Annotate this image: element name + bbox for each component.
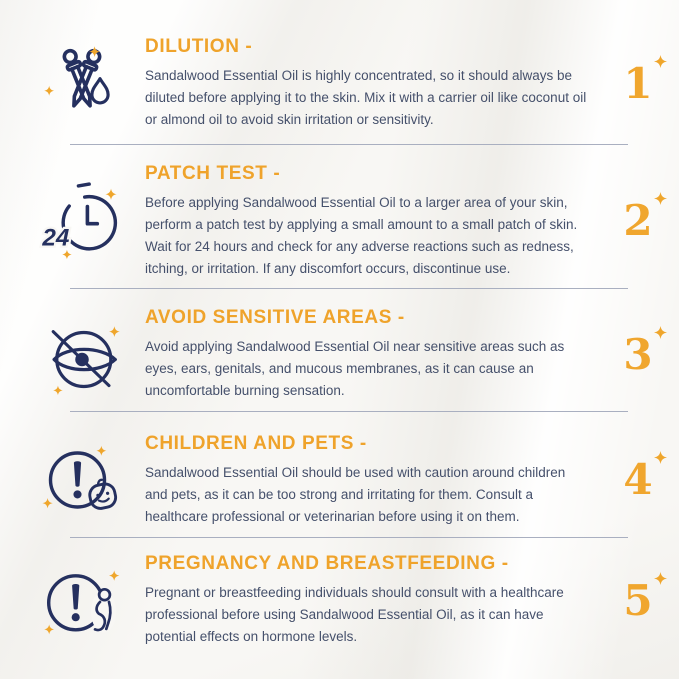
- section-number: 1: [623, 63, 652, 105]
- section-number: 4: [623, 459, 652, 501]
- section-children-and-pets: [0, 412, 679, 538]
- sparkle-icon: [654, 572, 667, 585]
- section-pregnancy-and-breastfeeding: [0, 538, 679, 679]
- section-title: PREGNANCY AND BREASTFEEDING -: [145, 553, 509, 574]
- section-body: Avoid applying Sandalwood Essential Oil near sensitive areas such as eyes, ears, genitals, and mucous membranes, as it can cause an uncomfortable burning sensation.: [145, 339, 565, 398]
- section-title: AVOID SENSITIVE AREAS -: [145, 307, 405, 328]
- blocked-eye-icon: [0, 310, 145, 400]
- section-dilution: [0, 0, 679, 145]
- sparkle-icon: [654, 192, 667, 205]
- sparkle-icon: [654, 326, 667, 339]
- dropper-icon: [0, 39, 145, 129]
- section-patch-test: [0, 145, 679, 289]
- section-number: 3: [623, 334, 652, 376]
- section-body: Sandalwood Essential Oil is highly concentrated, so it should always be diluted before applying it to the skin. Mix it with a carrier oil like coconut oil or almond oil to avoid skin irritation or sensitivity.: [145, 68, 587, 127]
- section-avoid-sensitive-areas: [0, 289, 679, 412]
- sparkle-icon: [654, 55, 667, 68]
- caution-child-icon: [0, 435, 145, 525]
- section-title: PATCH TEST -: [145, 162, 281, 184]
- sparkle-icon: [654, 451, 667, 464]
- clock-24-icon: [0, 176, 145, 266]
- section-title: DILUTION -: [145, 36, 253, 57]
- section-number: 2: [623, 200, 652, 242]
- section-body: Sandalwood Essential Oil should be used with caution around children and pets, as it can be too strong and irritating for them. Consult a healthcare professional or veterinarian before using it on them.: [145, 464, 566, 524]
- svg-text:24: 24: [41, 224, 69, 252]
- section-number: 5: [623, 580, 652, 622]
- section-body: Before applying Sandalwood Essential Oil to a larger area of your skin, perform a patch test by applying a small amount to a small patch of skin. Wait for 24 hours and check for any adverse reactions such as redness, itching, or irritation. If any discomfort occurs, discontinue use.: [145, 194, 578, 276]
- section-title: CHILDREN AND PETS -: [145, 432, 367, 454]
- caution-pregnancy-icon: [0, 556, 145, 646]
- section-body: Pregnant or breastfeeding individuals should consult with a healthcare professional before using Sandalwood Essential Oil, as it can have potential effects on hormone levels.: [145, 585, 564, 644]
